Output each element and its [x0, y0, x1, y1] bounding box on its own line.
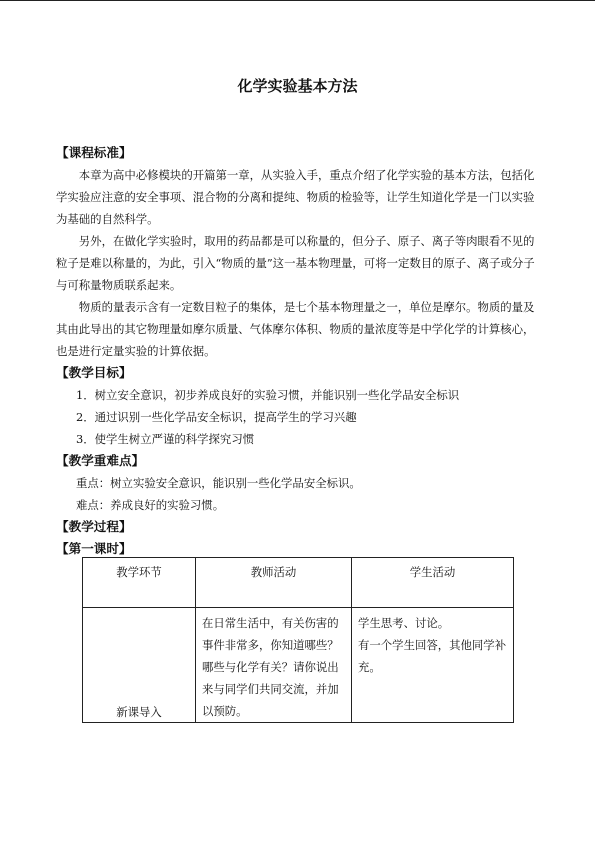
teacher-activity-text: 在日常生活中，有关伤害的事件非常多，你知道哪些？哪些与化学有关？请你说出来与同学们共同交流，并加以预防。: [202, 616, 339, 718]
document-body: [56, 142, 540, 560]
key-point-difficulty: 难点：养成良好的实验习惯。: [76, 498, 225, 512]
column-header-step: 教学环节: [83, 558, 196, 608]
student-activity-line-2: 有一个学生回答，其他同学补充。: [358, 638, 507, 674]
step-cell: [83, 608, 196, 723]
page-top-rule: [0, 0, 595, 1]
goal-item-3: 3．使学生树立严谨的科学探究习惯: [76, 432, 255, 446]
teacher-activity-cell: [196, 608, 352, 723]
student-activity-text: [352, 608, 513, 678]
lesson1-table: [82, 557, 514, 723]
column-header-teacher: 教师活动: [196, 558, 352, 608]
table-header-row: [83, 558, 514, 608]
goal-item-2: 2．通过识别一些化学品安全标识，提高学生的学习兴趣: [76, 410, 357, 424]
key-point-focus: 重点：树立实验安全意识，能识别一些化学品安全标识。: [76, 476, 361, 490]
goals-heading: 【教学目标】: [56, 365, 132, 380]
curriculum-paragraph-3: 物质的量表示含有一定数目粒子的集体，是七个基本物理量之一，单位是摩尔。物质的量及其由此导出的其它物理量如摩尔质量、气体摩尔体积、物质的量浓度等是中学化学的计算核心，也是进行定量实验的计算依据。: [56, 300, 535, 358]
student-activity-line-1: 学生思考、讨论。: [358, 616, 450, 630]
goal-item-1: 1．树立安全意识，初步养成良好的实验习惯，并能识别一些化学品安全标识: [76, 388, 460, 402]
process-heading: 【教学过程】: [56, 519, 132, 534]
lesson1-heading: 【第一课时】: [56, 541, 132, 556]
page-title: 化学实验基本方法: [237, 77, 358, 95]
curriculum-heading: 【课程标准】: [56, 145, 132, 160]
table-row: [83, 608, 514, 723]
student-activity-cell: [352, 608, 514, 723]
curriculum-paragraph-2: 另外，在做化学实验时，取用的药品都是可以称量的，但分子、原子、离子等肉眼看不见的粒子是难以称量的，为此，引入“物质的量”这一基本物理量，可将一定数目的原子、离子或分子与可称量物质联系起来。: [56, 234, 535, 292]
curriculum-paragraph-1: 本章为高中必修模块的开篇第一章，从实验入手，重点介绍了化学实验的基本方法，包括化学实验应注意的安全事项、混合物的分离和提纯、物质的检验等，让学生知道化学是一门以实验为基础的自然科学。: [56, 168, 535, 226]
step-text: 新课导入: [116, 705, 162, 719]
key-points-heading: 【教学重难点】: [56, 453, 145, 468]
column-header-student: 学生活动: [352, 558, 514, 608]
